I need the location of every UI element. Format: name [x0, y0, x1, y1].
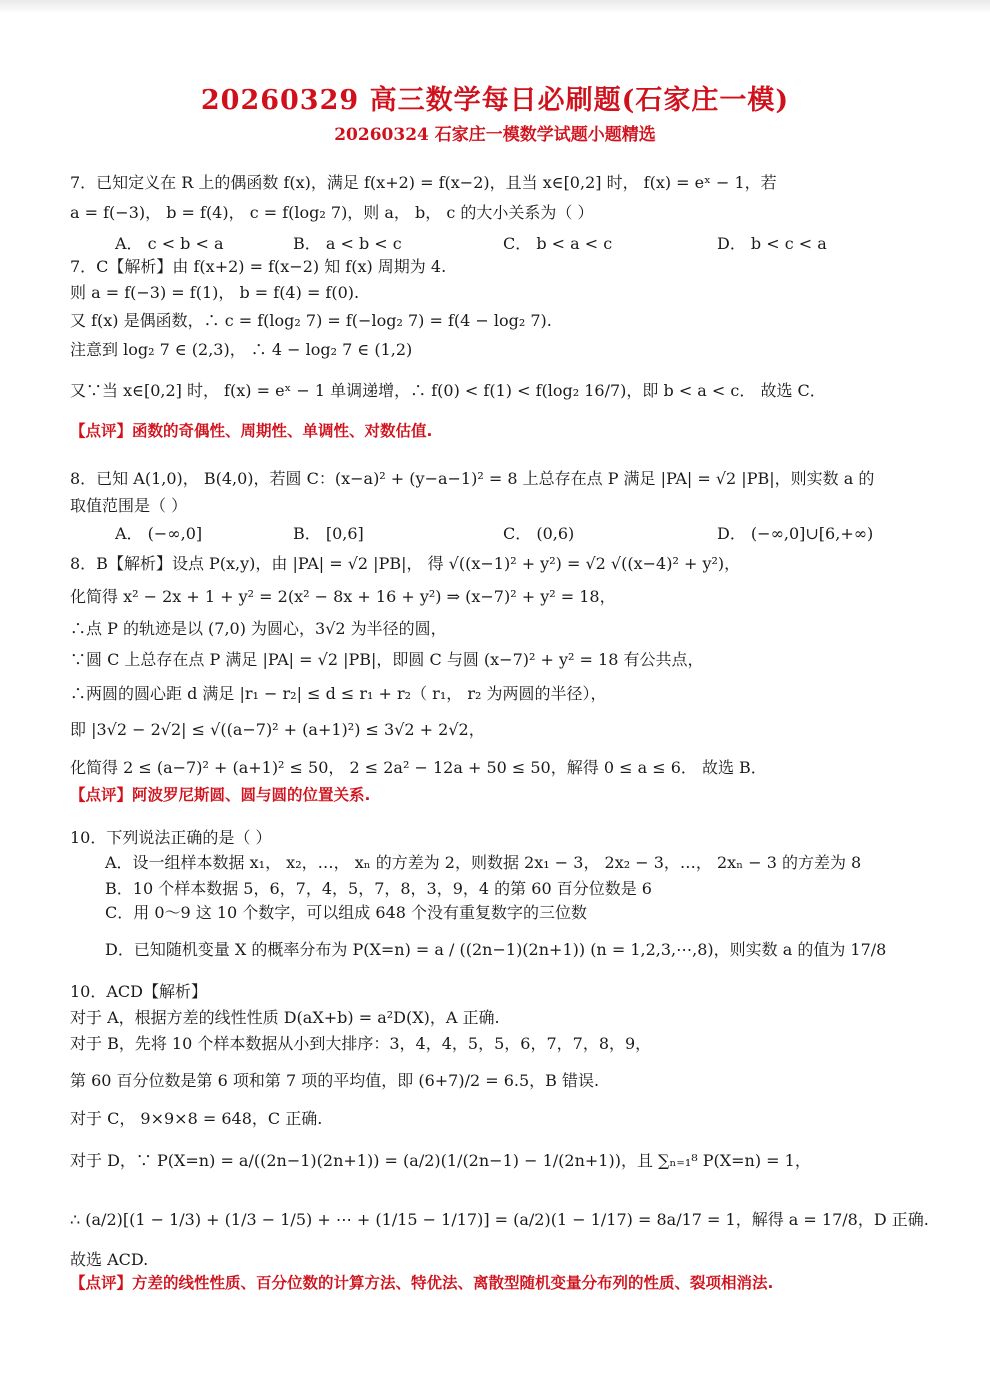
q10-solution-line-7: ∴ (a/2)[(1 − 1/3) + (1/3 − 1/5) + ⋯ + (1/15 − 1/17)] = (a/2)(1 − 1/17) = 8a/17 = 1，解得 a = 17/8，D 正确.: [70, 1210, 929, 1229]
q10-option-a: A．设一组样本数据 x₁， x₂，…， xₙ 的方差为 2，则数据 2x₁ − 3， 2x₂ − 3，…， 2xₙ − 3 的方差为 8: [105, 853, 862, 872]
q10-solution-line-2: 对于 A，根据方差的线性性质 D(aX+b) = a²D(X)，A 正确.: [70, 1008, 500, 1027]
q7-solution-line-4: 注意到 log₂ 7 ∈ (2,3)， ∴ 4 − log₂ 7 ∈ (1,2): [70, 340, 413, 359]
q8-solution-line-6: 即 |3√2 − 2√2| ≤ √((a−7)² + (a+1)²) ≤ 3√2 + 2√2，: [70, 720, 485, 739]
q10-option-c: C．用 0～9 这 10 个数字，可以组成 648 个没有重复数字的三位数: [105, 903, 588, 922]
q8-option-c: C． (0,6): [503, 524, 575, 543]
q7-option-c: C． b < a < c: [503, 234, 613, 253]
q8-stem-line-2: 取值范围是（ ）: [70, 496, 188, 515]
q10-solution-line-8: 故选 ACD.: [70, 1250, 149, 1269]
q8-solution-line-5: ∴两圆的圆心距 d 满足 |r₁ − r₂| ≤ d ≤ r₁ + r₂（ r₁， r₂ 为两圆的半径），: [70, 684, 607, 703]
q7-solution-line-2: 则 a = f(−3) = f(1)， b = f(4) = f(0).: [70, 283, 360, 302]
q10-comment: 【点评】方差的线性性质、百分位数的计算方法、特优法、离散型随机变量分布列的性质、裂项相消法.: [70, 1274, 774, 1292]
q7-solution-line-1: 7．C【解析】由 f(x+2) = f(x−2) 知 f(x) 周期为 4.: [70, 257, 447, 276]
q8-stem-line-1: 8．已知 A(1,0)， B(4,0)，若圆 C：(x−a)² + (y−a−1)² = 8 上总存在点 P 满足 |PA| = √2 |PB|，则实数 a 的: [70, 469, 875, 488]
page-title: 20260329 高三数学每日必刷题(石家庄一模): [200, 85, 790, 116]
q8-option-b: B． [0,6]: [293, 524, 364, 543]
q10-solution-line-3: 对于 B，先将 10 个样本数据从小到大排序：3，4，4，5，5，6，7，7，8，9，: [70, 1034, 652, 1053]
q8-option-d: D． (−∞,0]∪[6,+∞): [717, 524, 874, 543]
q10-solution-line-4: 第 60 百分位数是第 6 项和第 7 项的平均值，即 (6+7)/2 = 6.5，B 错误.: [70, 1071, 600, 1090]
q10-solution-line-6: 对于 D，∵ P(X=n) = a/((2n−1)(2n+1)) = (a/2)(1/(2n−1) − 1/(2n+1))，且 ∑ₙ₌₁⁸ P(X=n) = 1，: [70, 1151, 811, 1170]
q7-stem-line-1: 7．已知定义在 R 上的偶函数 f(x)，满足 f(x+2) = f(x−2)，且当 x∈[0,2] 时， f(x) = eˣ − 1，若: [70, 173, 777, 192]
q7-solution-line-5: 又∵当 x∈[0,2] 时， f(x) = eˣ − 1 单调递增，∴ f(0) < f(1) < f(log₂ 16/7)，即 b < a < c． 故选 C．: [70, 381, 826, 400]
q8-comment: 【点评】阿波罗尼斯圆、圆与圆的位置关系.: [70, 786, 371, 804]
q8-option-a: A． (−∞,0]: [115, 524, 203, 543]
q7-comment: 【点评】函数的奇偶性、周期性、单调性、对数估值.: [70, 422, 433, 440]
q8-solution-line-3: ∴点 P 的轨迹是以 (7,0) 为圆心，3√2 为半径的圆，: [70, 619, 447, 638]
q10-stem: 10．下列说法正确的是（ ）: [70, 828, 272, 847]
q10-solution-line-5: 对于 C， 9×9×8 = 648，C 正确.: [70, 1109, 323, 1128]
q7-option-d: D． b < c < a: [717, 234, 827, 253]
q10-option-b: B．10 个样本数据 5，6，7，4，5，7，8，3，9，4 的第 60 百分位数是 6: [105, 879, 652, 898]
q7-option-b: B． a < b < c: [293, 234, 402, 253]
q8-solution-line-4: ∵圆 C 上总存在点 P 满足 |PA| = √2 |PB|，即圆 C 与圆 (x−7)² + y² = 18 有公共点，: [70, 650, 704, 669]
q8-solution-line-2: 化简得 x² − 2x + 1 + y² = 2(x² − 8x + 16 + y²) ⇒ (x−7)² + y² = 18，: [70, 587, 616, 606]
q8-solution-line-7: 化简得 2 ≤ (a−7)² + (a+1)² ≤ 50， 2 ≤ 2a² − 12a + 50 ≤ 50，解得 0 ≤ a ≤ 6． 故选 B．: [70, 758, 767, 777]
q7-solution-line-3: 又 f(x) 是偶函数，∴ c = f(log₂ 7) = f(−log₂ 7) = f(4 − log₂ 7).: [70, 311, 552, 330]
q7-option-a: A． c < b < a: [115, 234, 224, 253]
page-subtitle: 20260324 石家庄一模数学试题小题精选: [334, 125, 656, 145]
q8-solution-line-1: 8．B【解析】设点 P(x,y)，由 |PA| = √2 |PB|， 得 √((x−1)² + y²) = √2 √((x−4)² + y²)，: [70, 554, 741, 573]
q7-stem-line-2: a = f(−3)， b = f(4)， c = f(log₂ 7)，则 a， b， c 的大小关系为（ ）: [70, 203, 594, 222]
page-top-shade: [0, 0, 990, 14]
q10-solution-line-1: 10．ACD【解析】: [70, 982, 207, 1001]
q10-option-d: D．已知随机变量 X 的概率分布为 P(X=n) = a / ((2n−1)(2n+1)) (n = 1,2,3,⋯,8)，则实数 a 的值为 17/8: [105, 940, 887, 959]
